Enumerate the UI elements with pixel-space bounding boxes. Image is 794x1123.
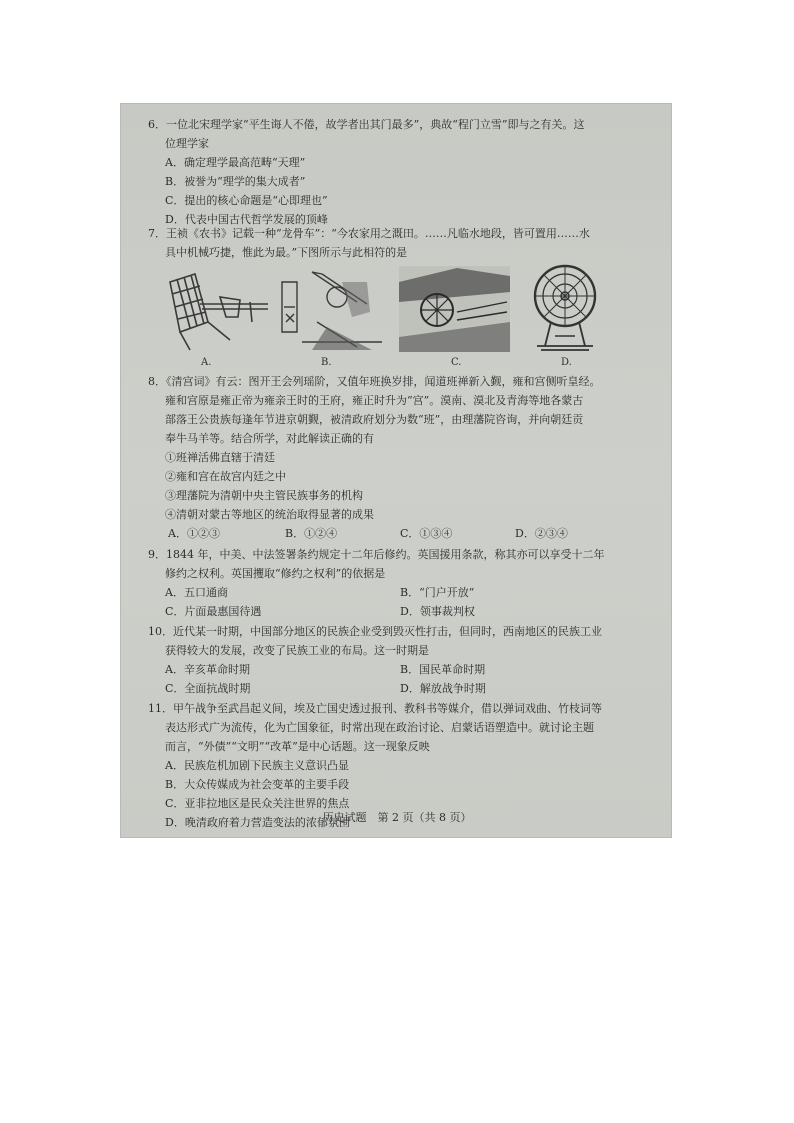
- q7-label-d: D.: [561, 357, 572, 368]
- q8-option-b: B．①②④: [285, 527, 338, 540]
- q7-stem-line1: 7．王祯《农书》记载一种“龙骨车”：“今农家用之溉田。……凡临水地段，皆可置用……水: [148, 227, 590, 240]
- q7-label-b: B.: [321, 357, 332, 368]
- q7-image-d: [515, 262, 615, 354]
- q8-statement-4: ④清朝对蒙古等地区的统治取得显著的成果: [165, 508, 374, 521]
- q7-image-b: [272, 262, 387, 354]
- q10-option-d: D．解放战争时期: [400, 682, 486, 695]
- q7-label-c: C.: [451, 357, 462, 368]
- q6-stem-line1: 6．一位北宋理学家“平生诲人不倦，故学者出其门最多”，典故“程门立雪”即与之有关。这: [148, 118, 585, 131]
- q6-option-b: B．被誉为“理学的集大成者”: [165, 175, 306, 188]
- q10-stem-line2: 获得较大的发展，改变了民族工业的布局。这一时期是: [165, 644, 429, 657]
- q8-stem-line2: 雍和宫原是雍正帝为雍亲王时的王府，雍正时升为“宫”。漠南、漠北及青海等地各蒙古: [165, 394, 584, 407]
- q8-stem-line1: 8．《清宫词》有云：图开王会列瑶阶，又值年班换岁排，闻道班禅新入觐，雍和宫侧听皇经。: [148, 375, 601, 388]
- q10-stem-line1: 10．近代某一时期，中国部分地区的民族企业受到毁灭性打击，但同时，西南地区的民族工业: [148, 625, 602, 638]
- q6-stem-line2: 位理学家: [165, 137, 209, 150]
- page-footer: 历史试题 第 2 页（共 8 页）: [322, 811, 472, 824]
- q8-statement-1: ①班禅活佛直辖于清廷: [165, 451, 275, 464]
- q11-option-a: A．民族危机加剧下民族主义意识凸显: [165, 759, 349, 772]
- q7-label-a: A.: [201, 357, 212, 368]
- q11-stem-line1: 11．甲午战争至武昌起义间，埃及亡国史透过报刊、教科书等媒介，借以弹词戏曲、竹枝词等: [148, 702, 602, 715]
- q8-option-c: C．①③④: [400, 527, 453, 540]
- q8-statement-2: ②雍和宫在故宫内廷之中: [165, 470, 286, 483]
- q10-option-a: A．辛亥革命时期: [165, 663, 250, 676]
- q9-option-a: A．五口通商: [165, 586, 228, 599]
- q7-stem-line2: 具中机械巧捷，惟此为最。”下图所示与此相符的是: [165, 246, 408, 259]
- q8-stem-line4: 奉牛马羊等。结合所学，对此解读正确的有: [165, 432, 374, 445]
- q8-option-d: D．②③④: [515, 527, 568, 540]
- q10-option-b: B．国民革命时期: [400, 663, 486, 676]
- q11-option-d: D．晚清政府着力营造变法的浓郁氛围: [165, 816, 350, 829]
- q11-stem-line2: 表达形式广为流传，化为亡国象征，时常出现在政治讨论、启蒙话语塑造中。就讨论主题: [165, 721, 594, 734]
- q11-option-b: B．大众传媒成为社会变革的主要手段: [165, 778, 350, 791]
- q11-stem-line3: 而言，“外债”“文明”“改革”是中心话题。这一现象反映: [165, 740, 430, 753]
- q9-option-b: B．“门户开放”: [400, 586, 475, 599]
- q8-statement-3: ③理藩院为清朝中央主管民族事务的机构: [165, 489, 363, 502]
- q8-option-a: A．①②③: [168, 527, 220, 540]
- q7-image-a: [160, 262, 270, 354]
- q9-stem-line1: 9．1844 年，中美、中法签署条约规定十二年后修约。英国援用条款，称其亦可以享受十二年: [148, 548, 605, 561]
- q9-option-d: D．领事裁判权: [400, 605, 475, 618]
- q6-option-d: D．代表中国古代哲学发展的顶峰: [165, 213, 328, 226]
- q7-image-c: [397, 262, 512, 354]
- q11-option-c: C．亚非拉地区是民众关注世界的焦点: [165, 797, 350, 810]
- q6-option-a: A．确定理学最高范畴“天理”: [165, 156, 306, 169]
- q6-option-c: C．提出的核心命题是“心即理也”: [165, 194, 328, 207]
- q9-stem-line2: 修约之权利。英国攫取“修约之权利”的依据是: [165, 567, 386, 580]
- q8-stem-line3: 部落王公贵族每逢年节进京朝觐，被清政府划分为数“班”，由理藩院咨询，并向朝廷贡: [165, 413, 584, 426]
- q10-option-c: C．全面抗战时期: [165, 682, 251, 695]
- q9-option-c: C．片面最惠国待遇: [165, 605, 262, 618]
